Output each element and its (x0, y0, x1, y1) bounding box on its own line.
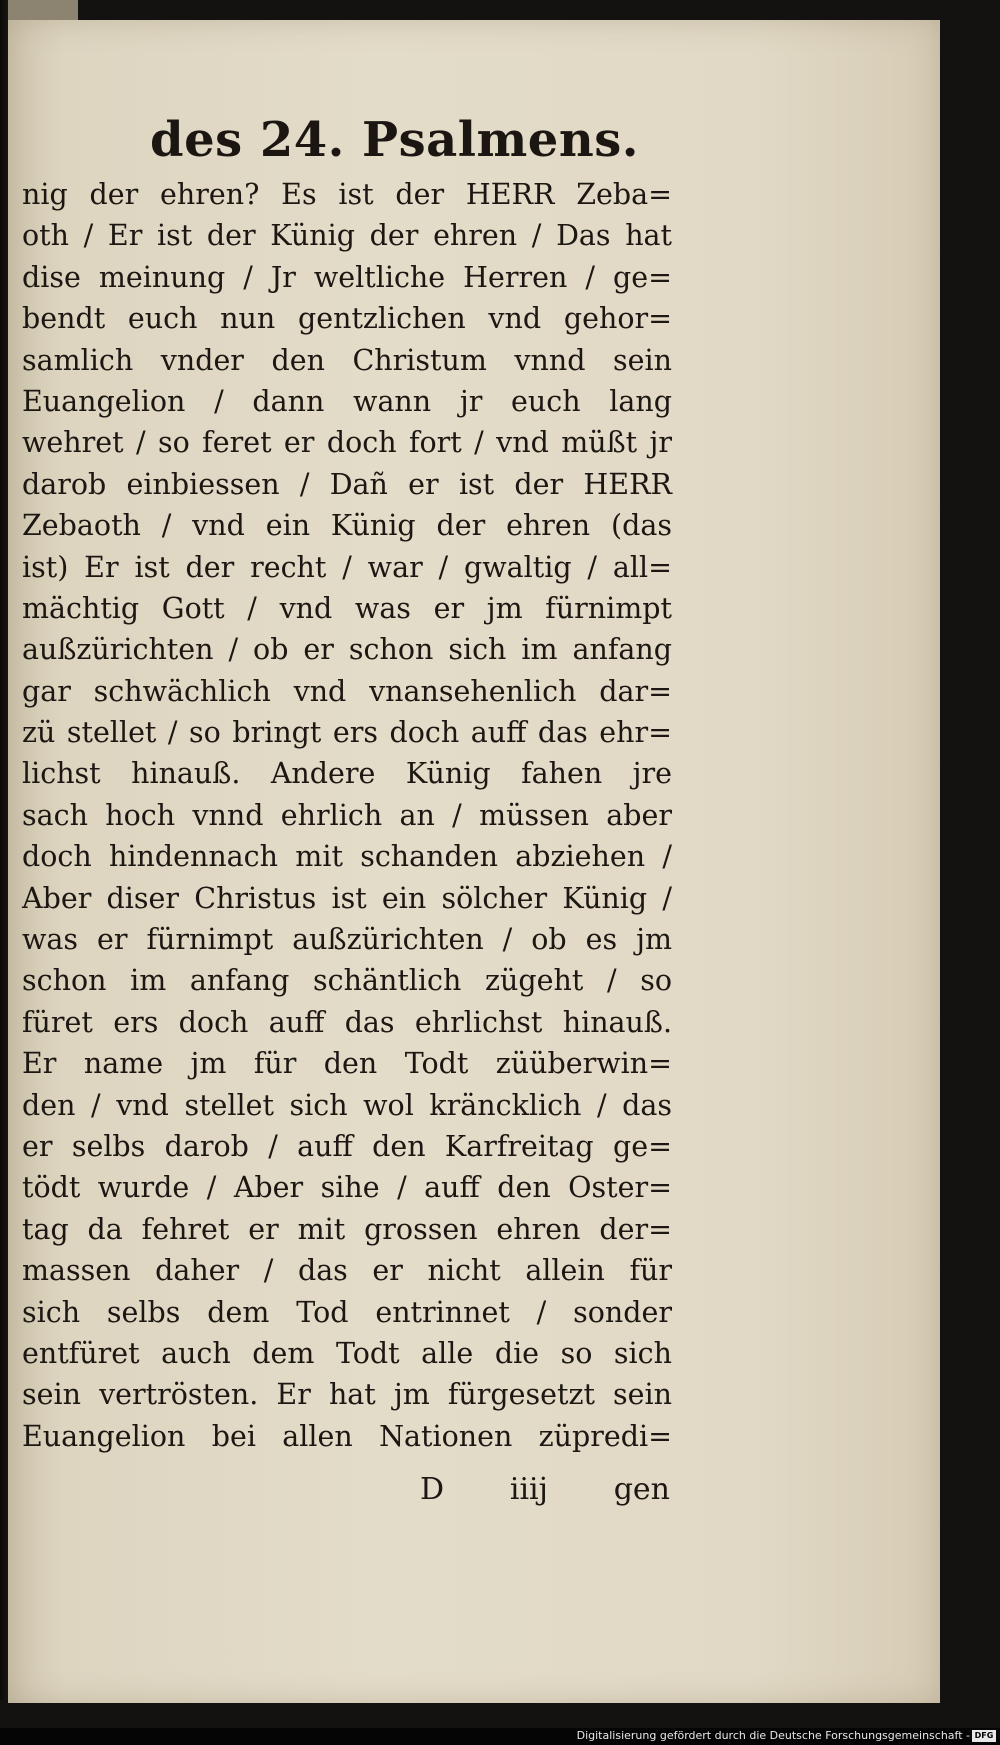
text-line: Euangelion bei allen Nationen züpredi= (22, 1419, 672, 1453)
text-line: sich selbs dem Tod entrinnet / sonder (22, 1295, 672, 1329)
text-line: zü stellet / so bringt ers doch auff das ehr= (22, 716, 672, 750)
text-line: darob einbiessen / Dañ er ist der HERR (22, 467, 672, 501)
text-line: nig der ehren? Es ist der HERR Zeba= (22, 178, 672, 211)
text-line: Zebaoth / vnd ein Künig der ehren (das (22, 509, 672, 543)
text-line: entfüret auch dem Todt alle die so sich (22, 1336, 672, 1370)
text-line: schon im anfang schäntlich zügeht / so (22, 964, 672, 998)
text-line: füret ers doch auff das ehrlichst hinauß. (22, 1005, 672, 1039)
running-head: des 24. Psalmens. (150, 112, 639, 168)
text-line: außzürichten / ob er schon sich im anfang (22, 633, 672, 667)
signature-mark: D (420, 1472, 445, 1507)
text-line: was er fürnimpt außzürichten / ob es jm (22, 923, 672, 957)
text-line: sach hoch vnnd ehrlich an / müssen aber (22, 798, 672, 832)
dfg-logo: DFG (972, 1730, 996, 1742)
text-line: den / vnd stellet sich wol kräncklich / das (22, 1088, 672, 1122)
text-line: samlich vnder den Christum vnnd sein (22, 343, 672, 377)
text-line: ist) Er ist der recht / war / gwaltig / all= (22, 550, 672, 584)
digitization-credit: Digitalisierung gefördert durch die Deutsche Forschungsgemeinschaft - (576, 1729, 970, 1742)
text-line: Euangelion / dann wann jr euch lang (22, 384, 672, 418)
text-line: oth / Er ist der Künig der ehren / Das hat (22, 219, 672, 253)
text-line: wehret / so feret er doch fort / vnd müßt jr (22, 426, 672, 460)
signature-number: iiij (509, 1472, 548, 1507)
text-line: tödt wurde / Aber sihe / auff den Oster= (22, 1171, 672, 1205)
text-line: Er name jm für den Todt züüberwin= (22, 1047, 672, 1081)
text-line: tag da fehret er mit grossen ehren der= (22, 1212, 672, 1246)
text-line: doch hindennach mit schanden abziehen / (22, 840, 672, 874)
text-line: lichst hinauß. Andere Künig fahen jre (22, 757, 672, 791)
text-line: dise meinung / Jr weltliche Herren / ge= (22, 260, 672, 294)
text-line: Aber diser Christus ist ein sölcher Künig / (22, 881, 672, 915)
text-line: mächtig Gott / vnd was er jm fürnimpt (22, 591, 672, 625)
text-line: sein vertrösten. Er hat jm fürgesetzt sein (22, 1378, 672, 1412)
body-text (22, 174, 672, 1457)
text-line: bendt euch nun gentzlichen vnd gehor= (22, 302, 672, 336)
text-line: er selbs darob / auff den Karfreitag ge= (22, 1129, 672, 1163)
catchword: gen (613, 1472, 670, 1507)
text-line: gar schwächlich vnd vnansehenlich dar= (22, 674, 672, 708)
text-line: massen daher / das er nicht allein für (22, 1254, 672, 1288)
page-footer (420, 1472, 670, 1507)
